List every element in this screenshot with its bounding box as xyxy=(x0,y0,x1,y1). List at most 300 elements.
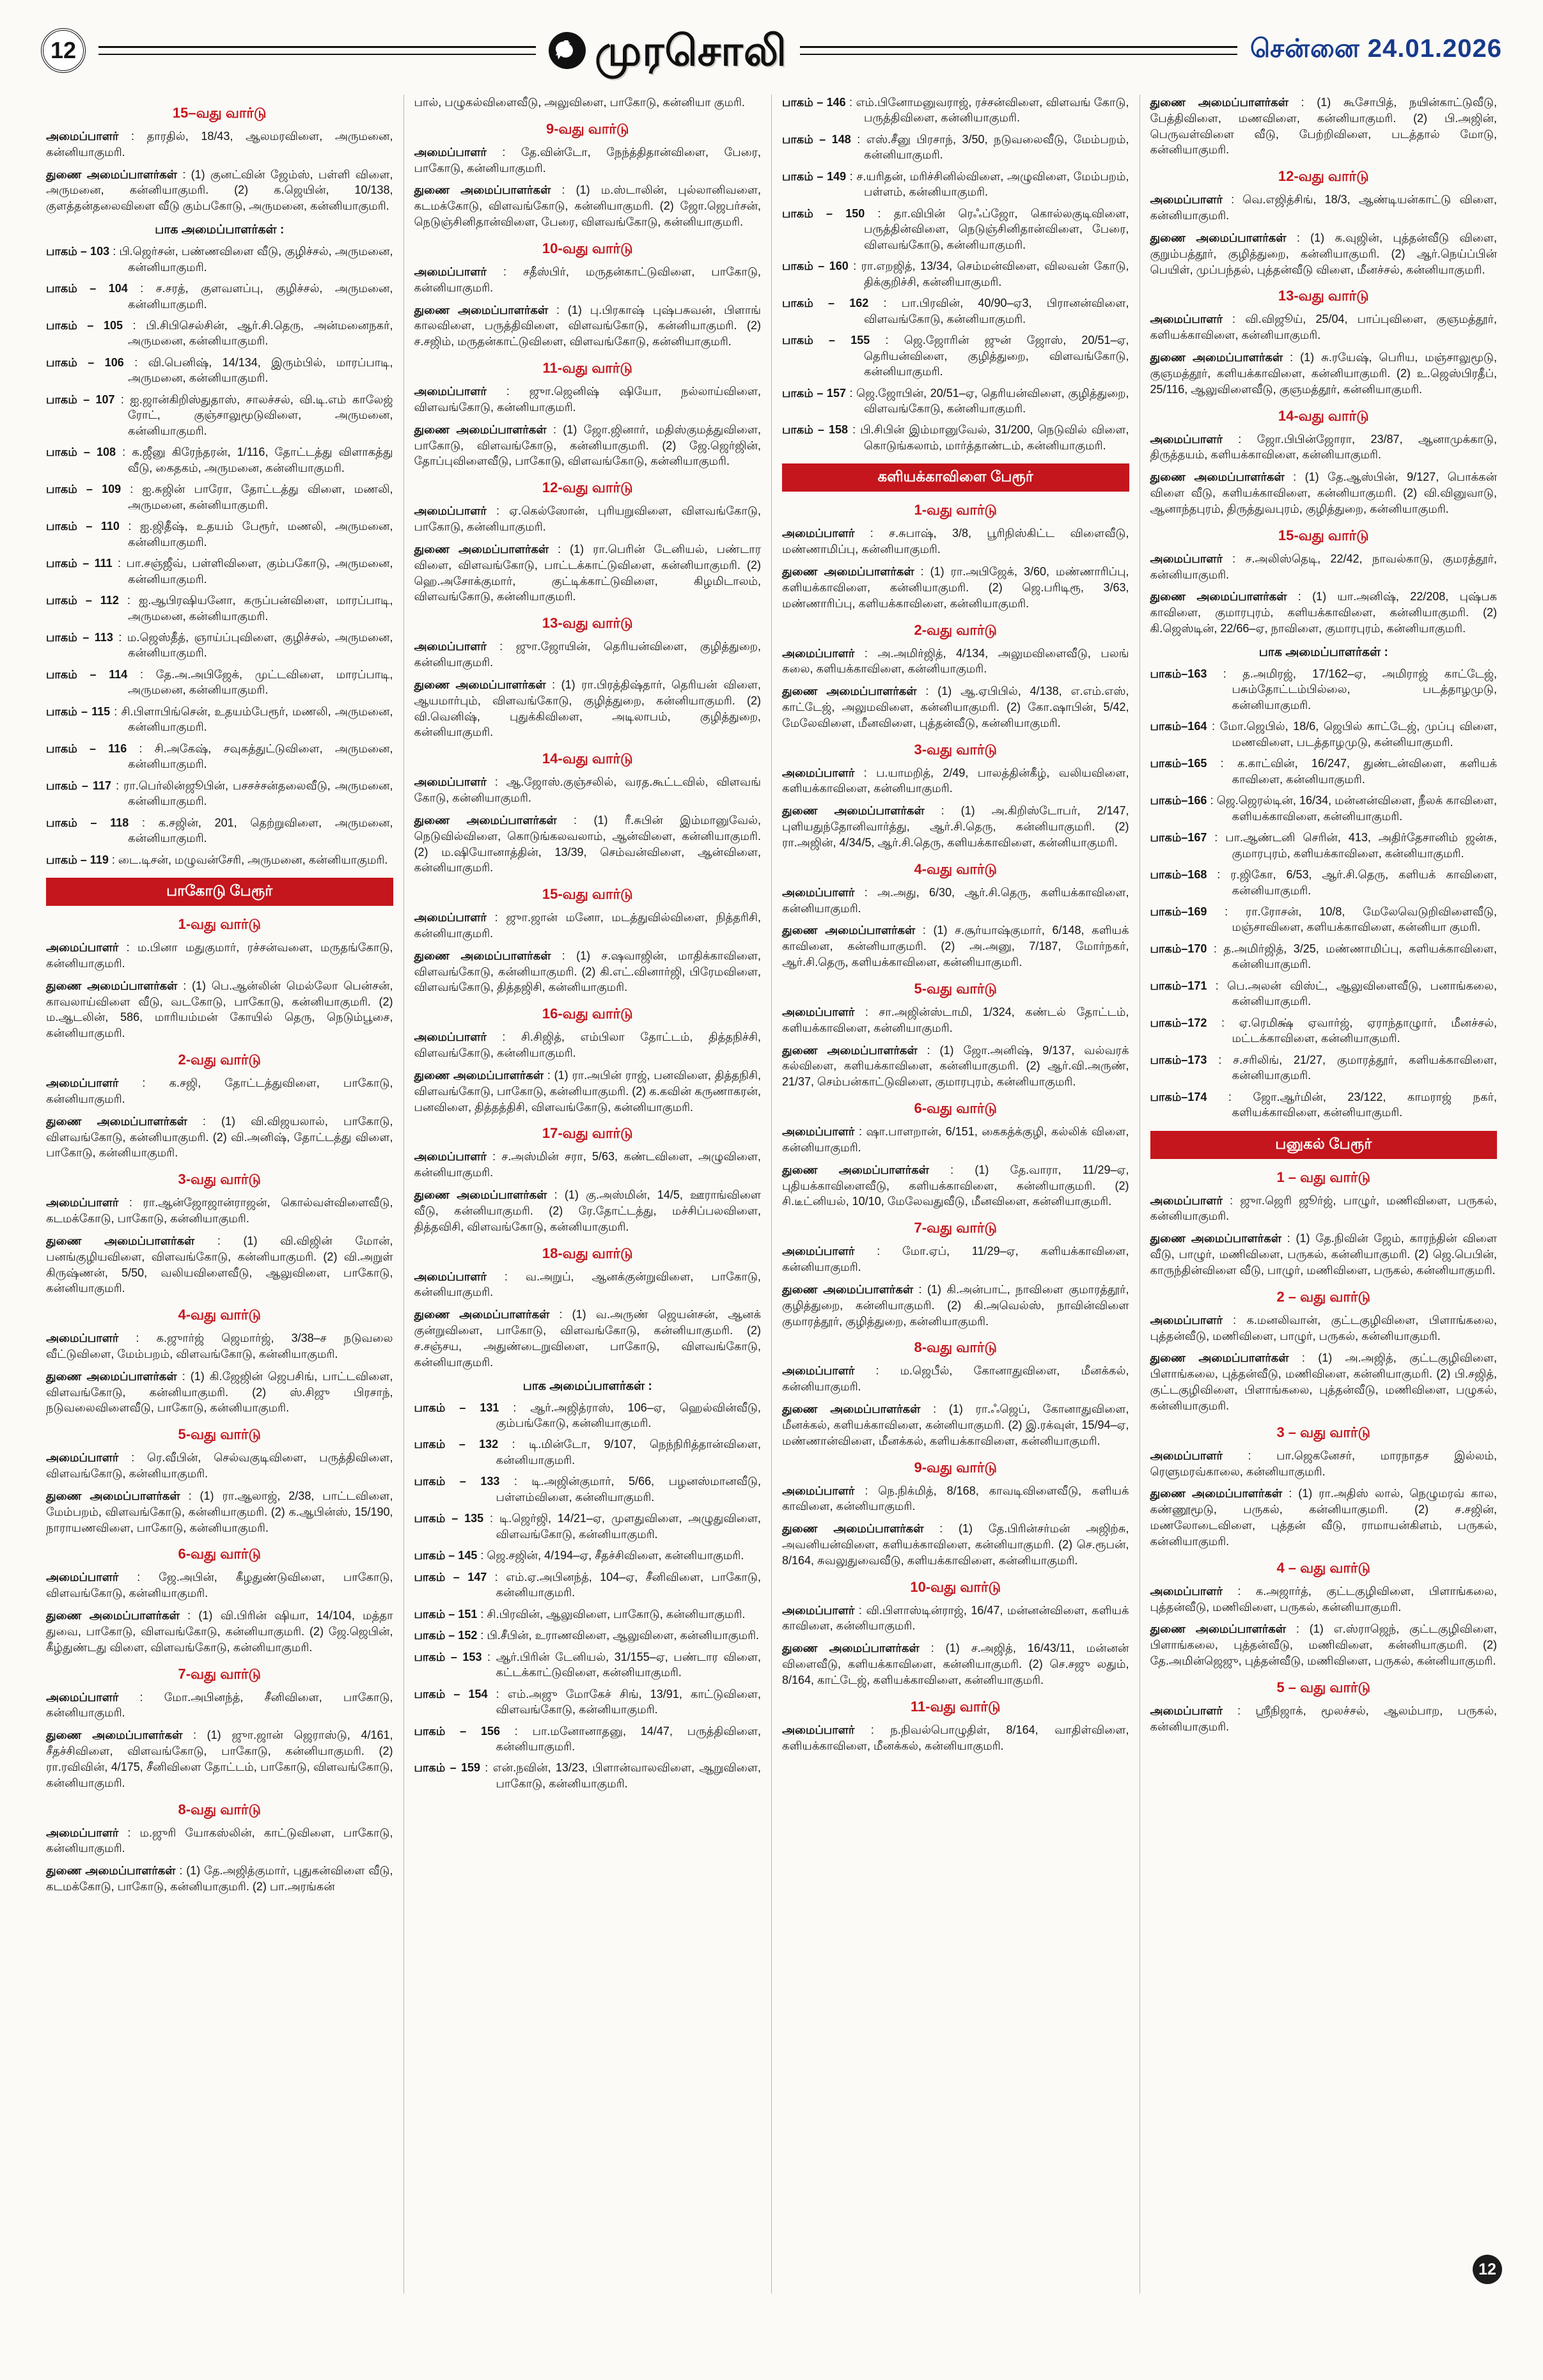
ward-heading: 4-வது வார்டு xyxy=(178,1307,261,1323)
paragraph-text: : அ.அது, 6/30, ஆர்.சி.தெரு, களியக்காவிளை, கன்னியாகுமரி. xyxy=(782,885,1129,915)
body-paragraph xyxy=(414,302,762,350)
column-1 xyxy=(36,95,403,2294)
part-label: பாகம் – 162 xyxy=(782,297,869,310)
paragraph-lead: அமைப்பாளர் xyxy=(1150,1449,1248,1462)
paragraph-text: : (1) ச.சூர்யாஷ்குமார், 6/148, களியக் காவிளை, கன்னியாகுமரி. (2) அ.அனு, 7/187, மோர்நகர், ஆர்.சி.தெரு, களியக்காவிளை, கன்னியாகுமரி. xyxy=(782,924,1129,969)
part-text: : ஐ.ஜான்கிறிஸ்துதாஸ், சாலச்சல், வி.டி.எம் காலேஜ் ரோட், குஞ்சாலுமூடுவிளை, அருமனை, கன்னியாகுமரி. xyxy=(114,393,393,437)
paragraph-lead: துணை அமைப்பாளர்கள் xyxy=(414,813,574,827)
part-text: : ஐ.சுஜின் பாரோ, தோட்டத்து விளை, மணலி, அருமனை, கன்னியாகுமரி. xyxy=(121,483,393,511)
paragraph-lead: அமைப்பாளர் xyxy=(46,1451,132,1465)
paragraph-text: : (1) வி.விஜயலால், பாகோடு, விளவங்கோடு, கன்னியாகுமரி. (2) வி.அனிஷ், தோட்டத்து விளை, பாகோடு, கன்னியாகுமரி. xyxy=(46,1114,393,1160)
part-item xyxy=(782,95,1129,126)
paragraph-text: : (1) ஜோ.அனிஷ், 9/137, வல்வரக் கல்விளை, களியக்காவிளை, கன்னியாகுமரி. (2) ஆர்.வி.அருண், 21/37, செம்பன்காட்டுவிளை, குமாரபுரம், கன்னியாகுமரி. xyxy=(782,1043,1129,1089)
part-item xyxy=(46,281,393,312)
paragraph-lead: துணை அமைப்பாளர்கள் xyxy=(782,804,941,818)
part-text: : எம்.அஜு மோகேச் சிங், 13/91, காட்டுவிளை, விளவங்கோடு, கன்னியாகுமரி. xyxy=(487,1687,762,1716)
part-text: : பி.ஜெர்சன், பண்ணவிளை வீடு, குழிச்சல், அருமனை, கன்னியாகுமரி. xyxy=(109,245,393,274)
paragraph-text: : சதீஸ்பிர், மருதன்காட்டுவிளை, பாகோடு, கன்னியாகுமரி. xyxy=(414,265,761,294)
paragraph-text: : வி.விஜூய், 25/04, பாப்புவிளை, குஞமத்தூர், களியக்காவிளை, கன்னியாகுமரி. xyxy=(1150,313,1497,342)
paragraph-text: : ப.யாமறித், 2/49, பாலத்தின்கீழ், வலியவிளை, களியக்காவிளை, கன்னியாகுமரி. xyxy=(782,766,1129,795)
paragraph-text: : (1) ஆ.ஏபிபில், 4/138, எ.எம்.எஸ், காட்டேஜ், அலுமவிளை, கன்னியாகுமரி. (2) கோ.ஷாபின், 5/42, மேலேவிளை, மீனவிளை, புத்தன்வீடு, கன்னியாகுமரி. xyxy=(782,685,1129,729)
paragraph-text: : (1) ரா.அபின் ராஜ், பனவிளை, தித்தநிசி, விளவங்கோடு, பாகோடு, கன்னியாகுமரி. (2) க.கவின் கருணாகரன், பனவிளை, தித்தத்திசி, விளவங்கோடு, கன்னியாகுமரி. xyxy=(414,1068,762,1114)
part-label: பாகம் – 148 xyxy=(782,132,851,146)
part-text: : பி.சீபின், உராணவிளை, ஆலுவிளை, கன்னியாகுமரி. xyxy=(477,1629,760,1642)
paragraph-text: : (1) தே.வாரா, 11/29–ஏ, புதியக்காவிளைவீடு, களியக்காவிளை, கன்னியாகுமரி. (2) சி.டீட்னியல், 10/10, மேலேவதுவீடு, மீனவிளை, கன்னியாகுமரி. xyxy=(782,1163,1129,1208)
body-paragraph xyxy=(46,1825,393,1857)
part-label: பாகம் – 158 xyxy=(782,423,849,437)
paragraph-lead: அமைப்பாளர் xyxy=(1150,1194,1230,1207)
paragraph-lead: துணை அமைப்பாளர்கள் xyxy=(1150,1232,1287,1245)
paragraph-text: : வ.அறுப், ஆனக்குன்றுவிளை, பாகோடு, கன்னியாகுமரி. xyxy=(414,1270,761,1299)
paragraph-lead: அமைப்பாளர் xyxy=(782,1603,859,1617)
part-item xyxy=(1150,904,1498,935)
part-text: : ஜெ.ஜோரின் ஜுன் ஜோஸ், 20/51–ஏ, தெரியன்விளை, குழித்துறை, விளவங்கோடு, கன்னியாகுமரி. xyxy=(864,334,1129,378)
part-label: பாகம்–167 xyxy=(1150,831,1207,844)
paragraph-text: : ம.ஜெபீல், கோனாதுவிளை, மீனக்கல், கன்னியாகுமரி. xyxy=(782,1364,1129,1394)
paragraph-text: : (1) கி.ஜேஜின் ஜெபசிங், பாட்டவிளை, விளவங்கோடு, கன்னியாகுமரி. (2) ஸ்.சிஜு பிரசாந், நடுவலைவிளைவீடு, பாகோடு, கன்னியாகுமரி. xyxy=(46,1369,393,1415)
part-text: : எம்.பினோமனுவராஜ், ரச்சன்விளை, விளவங் கோடு, பருத்திவிளை, கன்னியாகுமரி. xyxy=(845,96,1129,125)
part-text: : பா.சஞ்ஜீவ், பள்ளிவிளை, கும்பகோடு, அருமனை, கன்னியாகுமரி. xyxy=(112,557,393,586)
paragraph-lead: துணை அமைப்பாளர்கள் xyxy=(782,1403,934,1416)
paragraph-lead: அமைப்பாளர் xyxy=(414,385,506,398)
paragraph-text: : (1) எ.ஸ்ராஜெந், குட்டகுழிவிளை, பிளாங்கலை, புத்தன்வீடு, மணிவிளை, கன்னியாகுமரி. (2) தே.அமின்ஜெஜு, புத்தன்வீடு, மணிவிளை, பருகல், கன்னியாகுமரி. xyxy=(1150,1622,1497,1667)
body-paragraph xyxy=(782,1243,1129,1275)
part-text: : பி.சிபிசெல்சின், ஆர்.சி.தெரு, அன்மனைநகர், அருமனை, கன்னியாகுமரி. xyxy=(123,319,393,348)
body-paragraph xyxy=(414,1187,762,1234)
ward-heading: 11-வது வார்டு xyxy=(910,1698,1001,1715)
part-item xyxy=(782,295,1129,327)
body-paragraph xyxy=(46,1114,393,1161)
part-item xyxy=(414,1723,762,1755)
paragraph-lead: அமைப்பாளர் xyxy=(1150,1584,1238,1598)
paragraph-text: : ஆ.ஜோஸ்.குஞ்சலில், வரத.கூட்டவில், விளவங் கோடு, கன்னியாகுமரி. xyxy=(414,775,761,805)
paragraph-lead: துணை அமைப்பாளர்கள் xyxy=(782,1282,919,1296)
paragraph-lead: அமைப்பாளர் xyxy=(46,1332,136,1345)
header-rule-right xyxy=(800,46,1237,55)
paragraph-lead: துணை அமைப்பாளர்கள் xyxy=(1150,1487,1289,1500)
part-label: பாகம் – 150 xyxy=(782,206,865,220)
body-paragraph xyxy=(414,1307,762,1370)
body-paragraph xyxy=(782,683,1129,731)
part-item xyxy=(1150,756,1498,787)
paragraph-lead: அமைப்பாளர் xyxy=(414,1150,493,1163)
body-paragraph xyxy=(414,1269,762,1301)
ward-heading: 8-வது வார்டு xyxy=(178,1801,261,1817)
body-paragraph xyxy=(46,1690,393,1722)
paragraph-lead: துணை அமைப்பாளர்கள் xyxy=(1150,1622,1296,1636)
ward-heading: 11-வது வார்டு xyxy=(542,360,632,377)
paragraph-text: : சா.அஜின்ஸ்டாமி, 1/324, கண்டல் தோட்டம், களியக்காவிளை, கன்னியாகுமரி. xyxy=(782,1005,1129,1034)
body-paragraph xyxy=(782,1603,1129,1635)
masthead-title: முரசொலி xyxy=(594,27,787,74)
ward-heading: 8-வது வார்டு xyxy=(914,1339,997,1356)
paragraph-lead: துணை அமைப்பாளர்கள் xyxy=(782,924,923,937)
paragraph-lead: துணை அமைப்பாளர்கள் xyxy=(782,565,921,579)
paragraph-text: : (1) ரா.அபிஜேக், 3/60, மண்ணாரிப்பு, களியக்காவிளை, கன்னியாகுமரி. (2) ஜெ.பரிடிரூ, 3/63, மண்ணாரிப்பு, களியக்காவிளை, கன்னியாகுமரி. xyxy=(782,565,1129,610)
part-text: : ச.யரிதன், மரிச்சினில்விளை, அழுவிளை, மேம்பறம், பள்ளம், கன்னியாகுமரி. xyxy=(846,169,1129,199)
part-text: : ஏ.ரெமிக்ஷ் ஏவார்ஜ், ஏராந்தாழுார், மீனச்சல், மட்டக்காவிளை, கன்னியாகுமரி. xyxy=(1207,1016,1497,1045)
body-paragraph xyxy=(414,813,762,876)
ward-heading: 12-வது வார்டு xyxy=(542,479,633,496)
paragraph-lead: அமைப்பாளர் xyxy=(46,941,127,954)
paragraph-lead: அமைப்பாளர் xyxy=(46,1690,140,1704)
paragraph-text: : (1) க.வுஜின், புத்தன்வீடு விளை, குறும்பத்தூர், குழித்துறை, கன்னியாகுமரி. (2) ஆர்.நெய்ப்பின் பெயிள், முப்பந்தல், புத்தன்வீடு விளை, மீனச்சல், கன்னியாகுமரி. xyxy=(1150,231,1497,276)
part-text: : தே.அ.அபிஜேக், முட்டவிளை, மாரப்பாடி, அருமனை, கன்னியாகுமரி. xyxy=(127,667,393,697)
paragraph-text: : க.ஜுார்ஜ் ஜெமார்ஜ், 3/38–ச நடுவலை வீட்டுவிளை, மேம்பறம், விளவங்கோடு, கன்னியாகுமரி. xyxy=(46,1332,393,1360)
paragraph-text: : ச.அஸ்மின் சரா, 5/63, கண்டவிளை, அழுவிளை, கன்னியாகுமரி. xyxy=(414,1150,761,1179)
paragraph-lead: துணை அமைப்பாளர்கள் xyxy=(46,1489,189,1502)
paragraph-lead: அமைப்பாளர் xyxy=(1150,552,1233,565)
part-label: பாகம் – 146 xyxy=(782,96,846,109)
part-label: பாகம்–174 xyxy=(1150,1090,1207,1103)
part-label: பாகம்–166 xyxy=(1150,794,1207,807)
paragraph-lead: துணை அமைப்பாளர்கள் xyxy=(782,1043,927,1057)
ward-heading: 13-வது வார்டு xyxy=(1278,288,1369,304)
body-paragraph xyxy=(46,1450,393,1482)
paragraph-lead: துணை அமைப்பாளர்கள் xyxy=(1150,590,1298,603)
paragraph-lead: துணை அமைப்பாளர்கள் xyxy=(782,1163,951,1176)
paragraph-lead: அமைப்பாளர் xyxy=(1150,1313,1234,1326)
paragraph-text: : ஜே.அபின், கீழதுண்டுவிளை, பாகோடு, விளவங்கோடு, கன்னியாகுமரி. xyxy=(46,1571,393,1600)
ward-heading: 9-வது வார்டு xyxy=(546,120,629,137)
paragraph-lead: துணை அமைப்பாளர்கள் xyxy=(1150,351,1290,364)
part-text: : க.சஜின், 201, தெற்றுவிளை, அருமனை, கன்னியாகுமரி. xyxy=(128,816,393,845)
ward-heading: 5 – வது வார்டு xyxy=(1276,1679,1371,1695)
part-item xyxy=(46,778,393,809)
paragraph-lead: அமைப்பாளர் xyxy=(414,145,503,159)
part-text: : ஐ.ஆபிரஷியனோ, கருப்பன்விளை, மாரப்பாடி, அருமனை, கன்னியாகுமரி. xyxy=(118,594,393,623)
part-item xyxy=(1150,867,1498,898)
part-text: : த.அமிர்ஜித், 3/25, மண்ணாமிப்பு, களியக்காவிளை, கன்னியாகுமரி. xyxy=(1207,942,1497,971)
ward-heading: 1-வது வார்டு xyxy=(914,502,997,518)
body-paragraph xyxy=(1150,1350,1498,1413)
column-2 xyxy=(403,95,772,2294)
paragraph-lead: அமைப்பாளர் xyxy=(414,265,503,278)
part-text: : ஜெ.ஜோபின், 20/51–ஏ, தெரியன்விளை, குழித்துறை, விளவங்கோடு, கன்னியாகுமரி. xyxy=(845,386,1129,415)
body-paragraph xyxy=(414,774,762,806)
paragraph-lead: அமைப்பாளர் xyxy=(782,1245,877,1258)
part-text: : டி.ஜெர்ஜி, 14/21–ஏ, முளதுவிளை, அழுதுவிளை, விளவங்கோடு, கன்னியாகுமரி. xyxy=(483,1512,761,1541)
body-paragraph xyxy=(1150,1231,1498,1278)
part-list-heading: பாக அமைப்பாளர்கள் : xyxy=(1258,645,1388,659)
part-label: பாகம்–164 xyxy=(1150,720,1207,733)
part-text: : க.காட்வின், 16/247, துண்டன்விளை, களியக் காவிளை, கன்னியாகுமரி. xyxy=(1207,757,1497,786)
ward-heading: 10-வது வார்டு xyxy=(910,1578,1001,1595)
part-item xyxy=(46,518,393,550)
ward-heading: 14-வது வார்டு xyxy=(1278,407,1369,424)
body-paragraph xyxy=(782,922,1129,970)
paragraph-text: : ம.ஜுரி யோகஸ்லின், காட்டுவிளை, பாகோடு, கன்னியாகுமரி. xyxy=(46,1826,393,1855)
paragraph-text: : தாரதில், 18/43, ஆலமரவிளை, அருமனை, கன்னியாகுமரி. xyxy=(46,130,393,159)
part-item xyxy=(1150,1089,1498,1121)
paragraph-lead: துணை அமைப்பாளர்கள் xyxy=(1150,471,1294,484)
paragraph-text: : ஷா.பாளறான், 6/151, கைகத்க்குழி, கல்லிக் விளை, கன்னியாகுமரி. xyxy=(782,1125,1129,1154)
paragraph-lead: துணை அமைப்பாளர்கள் xyxy=(414,1068,547,1082)
ward-heading: 15–வது வார்டு xyxy=(172,105,267,121)
part-label: பாகம் – 104 xyxy=(46,282,128,295)
paragraph-text: : வெ.எஜித்சிங், 18/3, ஆண்டியன்காட்டு விளை, கன்னியாகுமரி. xyxy=(1150,193,1497,222)
ward-heading: 2-வது வார்டு xyxy=(914,621,997,638)
part-label: பாகம் – 103 xyxy=(46,245,110,258)
part-item xyxy=(46,318,393,349)
paragraph-lead: துணை அமைப்பாளர்கள் xyxy=(46,979,184,992)
body-paragraph xyxy=(1150,1583,1498,1615)
paragraph-text: : ச.சுபாஷ், 3/8, பூரிநிஸ்கிட்ட விளைவீடு, மண்ணாமிப்பு, கன்னியாகுமரி. xyxy=(782,527,1129,556)
part-item xyxy=(46,556,393,587)
body-paragraph xyxy=(414,910,762,942)
paragraph-lead: துணை அமைப்பாளர்கள் xyxy=(46,1729,193,1742)
paragraph-lead: அமைப்பாளர் xyxy=(46,1196,129,1209)
body-paragraph xyxy=(414,677,762,740)
ward-heading: 9-வது வார்டு xyxy=(914,1459,997,1475)
part-label: பாகம்–172 xyxy=(1150,1016,1207,1029)
part-text: : ரா.ரோசன், 10/8, மேலேவெடுறிவிளைவீடு, மஞ்சாவிளை, களியக்காவிளை, கன்னியா குமரி. xyxy=(1207,905,1497,934)
part-item xyxy=(782,169,1129,200)
ward-heading: 12-வது வார்டு xyxy=(1278,168,1369,185)
part-list-heading: பாக அமைப்பாளர்கள் : xyxy=(522,1379,652,1393)
paragraph-text: : (1) பு.பிரகாஷ் புஷ்பசுவன், பிளாங் காலவிளை, பருத்திவிளை, விளவங்கோடு, கன்னியாகுமரி. (2) ச.சஜிம், மருதன்காட்டுவிளை, விளவங்கோடு, கன்னியாகுமரி. xyxy=(414,303,761,348)
part-label: பாகம் – 112 xyxy=(46,594,119,607)
paragraph-text: : (1) கி.அன்பாட், நாவிளை குமாரத்தூர், குழித்துறை, கன்னியாகுமரி. (2) கி.அவெல்ஸ், நாவின்விளை குமாரத்தூர், குழித்துறை, கன்னியாகுமரி. xyxy=(782,1282,1129,1328)
part-item xyxy=(46,244,393,275)
part-item xyxy=(1150,793,1498,824)
body-paragraph xyxy=(414,95,762,111)
part-text: : க.ஜீனு கிரேந்தரன், 1/116, தோட்டத்து விளாகத்து வீடு, கைதகம், அருமனை, கன்னியாகுமரி. xyxy=(116,446,393,474)
paragraph-lead: துணை அமைப்பாளர்கள் xyxy=(414,423,553,436)
paragraph-text: : ந.நிவல்பொழுதிள், 8/164, வாதிள்விளை, களியக்காவிளை, மீனக்கல், கன்னியாகுமரி. xyxy=(782,1723,1129,1752)
body-paragraph xyxy=(782,1124,1129,1156)
paragraph-text: : (1) தே.நிவின் ஜேம், காரந்தின் விளை வீடு, பாழுர், மணிவிளை, பருகல், கன்னியாகுமரி. (2) ஜெ.பெபின், காருந்தின்விளை வீடு, பாழுர், மணிவிளை, பருகல், கன்னியாகுமரி. xyxy=(1150,1232,1497,1277)
body-paragraph xyxy=(414,182,762,229)
paragraph-text: : (1) தே.ஆஸ்பின், 9/127, பொக்கன் விளை வீடு, களியக்காவிளை, கன்னியாகுமரி. (2) வி.வினுவாடு, ஆனாந்தபுரம், திருத்துவபுரம், குழித்துறை, கன்னியாகுமரி. xyxy=(1150,471,1497,515)
paragraph-lead: அமைப்பாளர் xyxy=(782,527,870,540)
ward-heading: 6-வது வார்டு xyxy=(178,1546,261,1562)
paragraph-lead: துணை அமைப்பாளர்கள் xyxy=(414,949,562,962)
body-paragraph xyxy=(414,264,762,296)
paragraph-text: : ஜோ.பிபின்ஜோரா, 23/87, ஆனாமுக்காடு, திருத்தயம், களியக்காவிளை, கன்னியாகுமரி. xyxy=(1150,432,1497,462)
body-paragraph xyxy=(782,1401,1129,1449)
ward-heading: 2-வது வார்டு xyxy=(178,1052,261,1068)
paragraph-lead: அமைப்பாளர் xyxy=(782,1484,865,1497)
part-text: : பா.பிரவின், 40/90–ஏ3, பிரானன்விளை, விளவங்கோடு, கன்னியாகுமரி. xyxy=(864,297,1129,325)
body-paragraph xyxy=(1150,1621,1498,1668)
paragraph-text: : (1) ரா.பிரத்திஷ்தார், தெரியன் விளை, ஆயமார்பும், விளவங்கோடு, குழித்துறை, கன்னியாகுமரி. (2) வி.வெனிஷ், புதுக்கிவிளை, அடிலாபம், குழித்துறை, கன்னியாகுமரி. xyxy=(414,678,761,739)
paragraph-lead: அமைப்பாளர் xyxy=(782,1005,865,1018)
paragraph-lead: துணை அமைப்பாளர்கள் xyxy=(782,1522,940,1536)
ward-heading: 15-வது வார்டு xyxy=(542,886,633,903)
body-paragraph xyxy=(414,1068,762,1115)
part-label: பாகம் – 105 xyxy=(46,319,123,332)
body-paragraph xyxy=(782,1483,1129,1515)
body-paragraph xyxy=(46,1488,393,1536)
part-text: : டி.அஜின்குமார், 5/66, பழனஸ்மானவீடு, பள்ளம்விளை, கன்னியாகுமரி. xyxy=(496,1475,761,1504)
section-banner: பாகோடு பேரூர் xyxy=(46,878,393,906)
paragraph-text: : ச.அலிஸ்தெடி, 22/42, நாவல்காடு, குமரத்தூர், கன்னியாகுமரி. xyxy=(1150,552,1497,581)
part-item xyxy=(46,741,393,772)
paragraph-text: : (1) ரா.அதிஸ் லால், நெழுமரவ் கால, கண்ணூமூடு, பருகல், கன்னியாகுமரி. (2) ச.சஜின், மணலோடைவிளை, புத்தன் வீடு, ராமாயன்கிளம், பருகல், கன்னியாகுமரி. xyxy=(1150,1487,1498,1548)
body-paragraph xyxy=(1150,350,1498,397)
part-item xyxy=(782,385,1129,417)
body-paragraph xyxy=(1150,230,1498,277)
part-item xyxy=(1150,719,1498,750)
paragraph-lead: துணை அமைப்பாளர்கள் xyxy=(414,1308,560,1321)
part-text: : ம.ஜெஸ்தீத், ஞாய்ப்புவிளை, குழிச்சல், அருமனை, கன்னியாகுமரி. xyxy=(113,630,393,660)
part-item xyxy=(46,667,393,698)
ward-heading: 3-வது வார்டு xyxy=(914,741,997,758)
paragraph-text: : ஜுா.ஜெனிஷ் ஷியோ, நல்லாய்விளை, விளவங்கோடு, கன்னியாகுமரி. xyxy=(414,385,761,414)
section-banner: பனுகல் பேரூர் xyxy=(1150,1131,1498,1159)
paragraph-text: : (1) வி.விஜின் மோன், பனங்குழியவிளை, விளவங்கோடு, கன்னியாகுமரி. (2) வி.அறுள் கிருஷ்ணன், 5/50, வலியவிளைவீடு, ஆலுவிளை, பாகோடு, கன்னியாகுமரி. xyxy=(46,1234,393,1295)
columns xyxy=(0,78,1543,2294)
paragraph-text: : (1) ரா.பெரின் டேனியல், பண்டார விளை, விளவங்கோடு, பாட்டக்காட்டுவிளை, கன்னியாகுமரி. (2) ஹெ.அசோக்குமார், குட்டிக்காட்டுவிளை, கிழமிடாலம், விளவங்கோடு, கன்னியாகுமரி. xyxy=(414,542,761,603)
ward-heading: 4-வது வார்டு xyxy=(914,860,997,877)
paragraph-lead: அமைப்பாளர் xyxy=(414,504,497,518)
part-item xyxy=(414,1548,762,1563)
paragraph-text: : (1) வி.பிரின் ஷியா, 14/104, மத்தா துவை, பாகோடு, விளவங்கோடு, கன்னியாகுமரி. (2) ஜே.ஜெபின், கீழ்துண்டது விளை, விளவங்கோடு, கன்னியாகுமரி. xyxy=(46,1609,393,1654)
paragraph-lead: அமைப்பாளர் xyxy=(414,775,495,789)
part-text: : ஐ.ஜிதீஷ், உதயம் பேரூர், மணலி, அருமனை, கன்னியாகுமரி. xyxy=(119,520,393,548)
part-item xyxy=(46,815,393,846)
part-item xyxy=(414,1474,762,1505)
ward-heading: 1-வது வார்டு xyxy=(178,916,261,933)
body-paragraph xyxy=(1150,1703,1498,1735)
paragraph-text: : தே.வின்டோ, நேந்த்திதான்விளை, பேரை, பாகோடு, கன்னியாகுமரி. xyxy=(414,145,761,175)
part-item xyxy=(46,392,393,439)
part-item xyxy=(1150,1015,1498,1046)
body-paragraph xyxy=(46,940,393,972)
body-paragraph xyxy=(782,1722,1129,1754)
body-paragraph xyxy=(46,1075,393,1107)
paragraph-text: : (1) ரா.ஃஜெப், கோனாதுவிளை, மீனக்கல், களியக்காவிளை, கன்னியாகுமரி. (2) இ.ரக்வுள், 15/94–ஏ, மண்ணான்விளை, மீனக்கல், களியக்காவிளை, கன்னியாகுமரி. xyxy=(782,1403,1129,1447)
body-paragraph xyxy=(414,541,762,605)
paragraph-lead: அமைப்பாளர் xyxy=(46,130,131,143)
section-banner: களியக்காவிளை பேரூர் xyxy=(782,463,1129,492)
paragraph-text: : ஸ்ரீநிஜாக், மூலச்சல், ஆலம்பாற, பருகல், கன்னியாகுமரி. xyxy=(1150,1704,1497,1733)
part-item xyxy=(46,704,393,735)
ward-heading: 7-வது வார்டு xyxy=(178,1665,261,1682)
body-paragraph xyxy=(46,1330,393,1362)
body-paragraph xyxy=(782,1282,1129,1329)
part-item xyxy=(46,630,393,661)
paragraph-lead: அமைப்பாளர் xyxy=(782,1364,876,1378)
paragraph-text: : மோ.ஏப், 11/29–ஏ, களியக்காவிளை, கன்னியாகுமரி. xyxy=(782,1245,1129,1274)
paragraph-text: : (1) குனட்வின் ஜேம்ஸ், பள்ளி விளை, அருமனை, கன்னியாகுமரி. (2) க.ஜெயின், 10/138, குளத்தன்தலைவிளை வீடு கும்பகோடு, அருமனை, கன்னியாகுமரி. xyxy=(46,167,393,213)
body-paragraph xyxy=(782,803,1129,850)
body-paragraph xyxy=(1150,311,1498,343)
body-paragraph xyxy=(782,525,1129,557)
paragraph-lead: துணை அமைப்பாளர்கள் xyxy=(46,1114,203,1128)
paragraph-text: : ஜுா.ஜோயின், தெரியன்விளை, குழித்துறை, கன்னியாகுமரி. xyxy=(414,640,761,669)
paragraph-lead: அமைப்பாளர் xyxy=(414,1031,503,1044)
paragraph-lead: துணை அமைப்பாளர்கள் xyxy=(414,678,552,691)
part-text: : ரா.எறஜித், 13/34, செம்மன்விளை, விலவன் கோடு, திக்குறிச்சி, கன்னியாகுமரி. xyxy=(848,260,1129,288)
body-paragraph xyxy=(414,1029,762,1061)
paragraph-text: : ஜுா.ஜான் மனோ, மடத்துவில்விளை, நித்தரிசி, கன்னியாகுமரி. xyxy=(414,911,761,940)
part-label: பாகம் – 155 xyxy=(782,334,870,347)
part-item xyxy=(1150,830,1498,861)
paragraph-text: : மோ.அபினந்த், சீனிவிளை, பாகோடு, கன்னியாகுமரி. xyxy=(46,1690,393,1720)
ward-heading: 7-வது வார்டு xyxy=(914,1220,997,1236)
paragraph-lead: அமைப்பாளர் xyxy=(782,1125,859,1139)
body-paragraph xyxy=(1150,432,1498,463)
part-item xyxy=(782,258,1129,290)
paragraph-text: : வி.பிளாஸ்டின்ராஜ், 16/47, மன்னன்விளை, களியக் காவிளை, கன்னியாகுமரி. xyxy=(782,1603,1129,1633)
paragraph-lead: துணை அமைப்பாளர்கள் xyxy=(782,1642,931,1655)
body-paragraph xyxy=(46,978,393,1041)
part-label: பாகம்–163 xyxy=(1150,667,1207,680)
part-item xyxy=(414,1686,762,1718)
body-paragraph xyxy=(782,1640,1129,1688)
paragraph-lead: அமைப்பாளர் xyxy=(1150,193,1232,206)
body-paragraph xyxy=(46,128,393,160)
header-rule-left xyxy=(98,46,536,55)
body-paragraph xyxy=(782,1521,1129,1568)
part-label: பாகம் – 111 xyxy=(46,557,113,570)
paragraph-text: : (1) தே.பிரின்சர்மன் அஜிற்சு, அவனியன்விளை, களியக்காவிளை, கன்னியாகுமரி. (2) செ.ரூபன், 8/164, சுவலுதுவைவீடு, களியக்காவிளை, கன்னியாகுமரி. xyxy=(782,1522,1129,1567)
part-label: பாகம் – 119 xyxy=(46,853,109,866)
paragraph-lead: துணை அமைப்பாளர்கள் xyxy=(1150,96,1301,109)
ward-heading: 14-வது வார்டு xyxy=(542,751,633,767)
paragraph-text: : (1) ச.ஷவாஜின், மாதிக்காவிளை, விளவங்கோடு, கன்னியாகுமரி. (2) கி.எட்.வினார்ஜி, பிரேமவிளை, விளவங்கோடு, தித்தஜிசி, கன்னியாகுமரி. xyxy=(414,949,762,994)
paragraph-lead: அமைப்பாளர் xyxy=(414,1270,505,1283)
part-item xyxy=(1150,666,1498,713)
bottom-page-number-badge: 12 xyxy=(1473,2255,1502,2284)
body-paragraph xyxy=(414,384,762,416)
part-item xyxy=(414,1569,762,1601)
paragraph-lead: அமைப்பாளர் xyxy=(1150,313,1233,326)
part-list-heading: பாக அமைப்பாளர்கள் : xyxy=(155,223,285,237)
paragraph-text: : ரா.ஆன்ஜோஜான்ராஜன், கொல்வள்விளைவீடு, கடமக்கோடு, பாகோடு, கன்னியாகுமரி. xyxy=(46,1196,393,1225)
part-label: பாகம்–169 xyxy=(1150,905,1207,918)
body-paragraph xyxy=(782,646,1129,678)
paragraph-text: : (1) ரீ.சுபின் இம்மானுவேல், நெடுவில்விளை, கொடுங்கலவலாம், ஆன்விளை, கன்னியாகுமரி. (2) ம.ஷியோனாத்தின், 13/39, செம்வன்விளை, ஆன்விளை, கன்னியாகுமரி. xyxy=(414,813,761,875)
ward-heading: 6-வது வார்டு xyxy=(914,1100,997,1117)
paragraph-text: : (1) ரா.ஆலாஜ், 2/38, பாட்டவிளை, மேம்பறம், விளவங்கோடு, கன்னியாகுமரி. (2) க.ஆபின்ஸ், 15/190, நாராயணவிளை, பாகோடு, கன்னியாகுமரி. xyxy=(46,1489,393,1534)
paragraph-text: : (1) கு.அஸ்மின், 14/5, ஊராங்விளை வீடு, கன்னியாகுமரி. (2) ரே.தோட்டத்து, மச்சிப்பலவிளை, தித்தவிசி, விளவங்கோடு, கன்னியாகுமரி. xyxy=(414,1188,761,1233)
part-text: : த.அமிரஜ், 17/162–ஏ, அமிராஜ் காட்டேஜ், பசும்தோட்டம்பில்லை, படத்தாழமுடு, கன்னியாகுமரி. xyxy=(1207,667,1497,712)
ward-heading: 15-வது வார்டு xyxy=(1278,527,1369,543)
paragraph-text: : ம.பினா மதுகுமார், ரச்சன்வளை, மருதங்கோடு, கன்னியாகுமரி. xyxy=(46,941,393,970)
part-text: : பா.ஆண்டனி செரின், 413, அதிர்தேசானிம் ஜன்சு, குமாரபுரம், களியக்காவிளை, கன்னியாகுமரி. xyxy=(1207,831,1497,860)
part-item xyxy=(414,1400,762,1431)
paragraph-text: : க.மனலிவான், குட்டகுழிவிளை, பிளாங்கலை, புத்தன்வீடு, மணிவிளை, பாழுர், பருகல், கன்னியாகுமரி. xyxy=(1150,1313,1497,1342)
part-label: பாகம்–173 xyxy=(1150,1053,1207,1066)
part-item xyxy=(46,593,393,624)
body-paragraph xyxy=(1150,95,1498,158)
part-label: பாகம் – 149 xyxy=(782,169,847,183)
rooster-logo-icon xyxy=(549,32,586,69)
body-paragraph xyxy=(414,503,762,535)
body-paragraph xyxy=(782,885,1129,917)
paragraph-lead: அமைப்பாளர் xyxy=(782,885,865,899)
paragraph-lead: துணை அமைப்பாளர்கள் xyxy=(46,167,183,181)
part-item xyxy=(46,444,393,476)
column-4 xyxy=(1140,95,1508,2294)
paragraph-text: பால், பழுகல்விளைவீடு, அலுவிளை, பாகோடு, கன்னியா குமரி. xyxy=(414,96,745,109)
paragraph-text: : (1) அ.அஜித், குட்டகுழிவிளை, பிளாங்கலை, புத்தன்வீடு, மணிவிளை, கன்னியாகுமரி. (2) பி.சஜித், குட்டகுழிவிளை, பிளாங்கலை, புத்தன்வீடு, மணிவிளை, பழுகல், கன்னியாகுமரி. xyxy=(1150,1351,1497,1412)
part-label: பாகம்–165 xyxy=(1150,757,1207,770)
body-paragraph xyxy=(782,564,1129,611)
part-label: பாகம் – 145 xyxy=(414,1549,478,1562)
part-label: பாகம் – 151 xyxy=(414,1607,478,1621)
paragraph-lead: துணை அமைப்பாளர்கள் xyxy=(414,303,556,316)
part-label: பாகம் – 156 xyxy=(414,1724,500,1738)
part-label: பாகம் – 110 xyxy=(46,520,120,533)
part-text: : சி.பிளாபிங்சென், உதயம்பேரூர், மணலி, அருமனை, கன்னியாகுமரி. xyxy=(110,704,393,734)
part-label: பாகம் – 152 xyxy=(414,1629,478,1642)
part-label: பாகம் – 116 xyxy=(46,742,127,755)
part-text: : தா.விபின் ரெஃப்ஜோ, கொல்லகுடிவிளை, பருத்தின்விளை, நெடுஞ்சினிதான்விளை, பேரை, விளவங்கோடு, கன்னியாகுமரி. xyxy=(864,206,1129,251)
